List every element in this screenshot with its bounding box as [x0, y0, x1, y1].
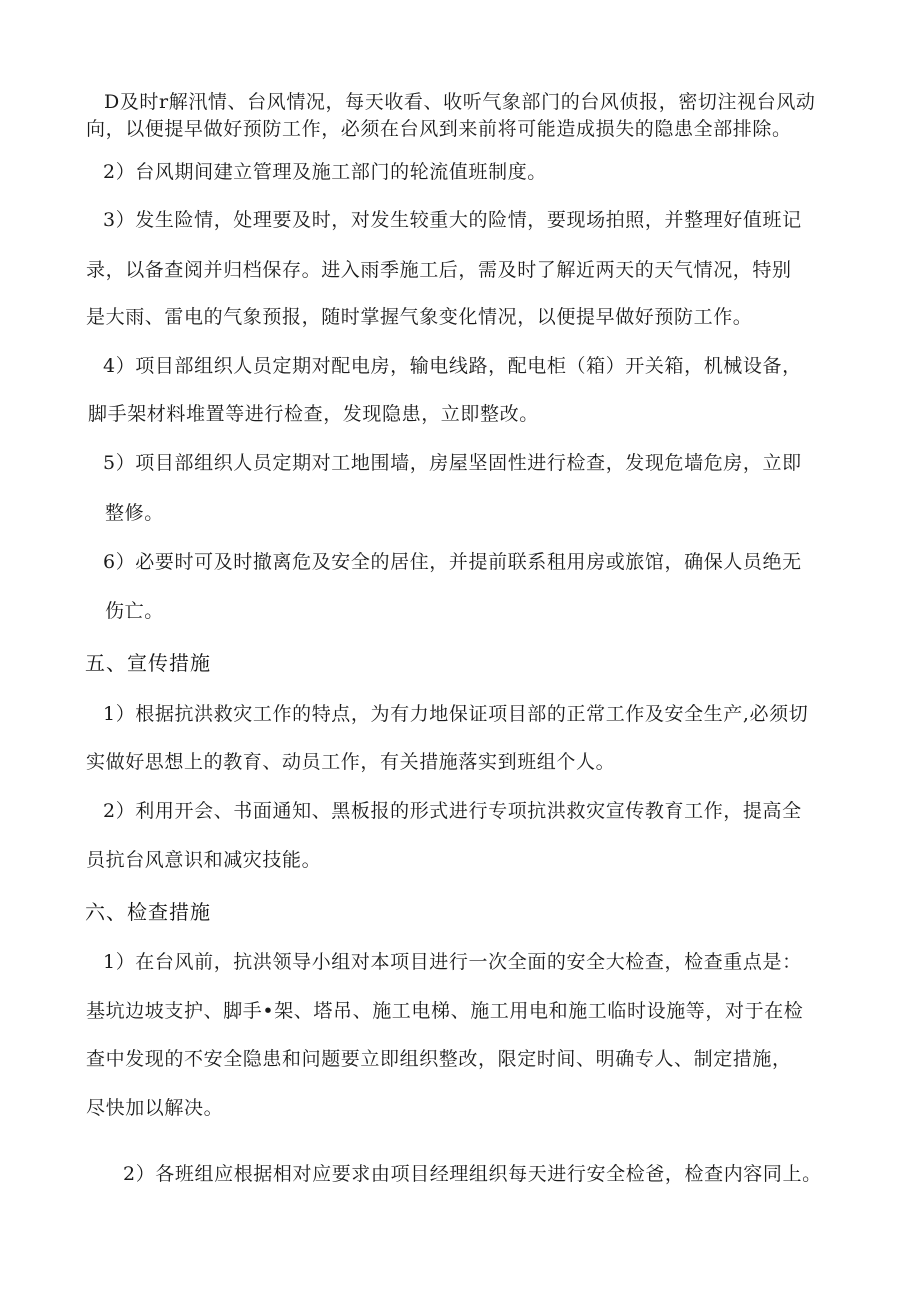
item-6-line-2: 伤亡。 [105, 600, 164, 622]
publicity-item-2-line-2: 员抗台风意识和减灾技能。 [86, 849, 322, 871]
publicity-item-1-line-2: 实做好思想上的教育、动员工作，有关措施落实到班组个人。 [86, 751, 616, 773]
item-4-line-1: 4）项目部组织人员定期对配电房，输电线路，配电柜（箱）开关箱，机械设备， [103, 355, 802, 377]
paragraph-1-line-1: D及时r解汛情、台风情况，每天收看、收听气象部门的台风侦报，密切注视台风动 [104, 91, 816, 113]
item-4-line-2: 脚手架材料堆置等进行检查，发现隐患，立即整改。 [88, 403, 539, 425]
item-6-line-1: 6）必要时可及时撤离危及安全的居住，并提前联系租用房或旅馆，确保人员绝无 [103, 551, 802, 573]
item-2-line-1: 2）台风期间建立管理及施工部门的轮流值班制度。 [103, 161, 547, 183]
paragraph-1-line-2: 向，以便提早做好预防工作，必须在台风到来前将可能造成损失的隐患全部排除。 [86, 118, 792, 140]
item-3-line-2: 录，以备查阅并归档保存。进入雨季施工后，需及时了解近两天的天气情况，特别 [86, 259, 792, 281]
item-3-line-1: 3）发生险情，处理要及时，对发生较重大的险情，要现场拍照，并整理好值班记 [103, 209, 802, 231]
item-5-line-1: 5）项目部组织人员定期对工地围墙，房屋坚固性进行检查，发现危墙危房，立即 [103, 452, 802, 474]
inspection-item-2-line-1: 2）各班组应根据相对应要求由项目经理组织每天进行安全检爸，检查内容同上。 [123, 1163, 822, 1185]
inspection-item-1-line-4: 尽快加以解决。 [86, 1097, 224, 1119]
section-heading-inspection: 六、检查措施 [85, 900, 211, 924]
item-3-line-3: 是大雨、雷电的气象预报，随时掌握气象变化情况，以便提早做好预防工作。 [86, 306, 753, 328]
inspection-item-1-line-3: 查中发现的不安全隐患和问题要立即组织整改，限定时间、明确专人、制定措施， [86, 1048, 792, 1070]
inspection-item-1-line-2: 基坑边坡支护、脚手•架、塔吊、施工电梯、施工用电和施工临时设施等，对于在检 [86, 1000, 804, 1022]
publicity-item-2-line-1: 2）利用开会、书面通知、黑板报的形式进行专项抗洪救灾宣传教育工作，提高全 [103, 800, 802, 822]
item-5-line-2: 整修。 [105, 502, 164, 524]
section-heading-publicity: 五、宣传措施 [85, 651, 211, 675]
publicity-item-1-line-1: 1）根据抗洪救灾工作的特点，为有力地保证项目部的正常工作及安全生产,必须切 [103, 703, 809, 725]
inspection-item-1-line-1: 1）在台风前，抗洪领导小组对本项目进行一次全面的安全大检查，检查重点是： [103, 951, 802, 973]
